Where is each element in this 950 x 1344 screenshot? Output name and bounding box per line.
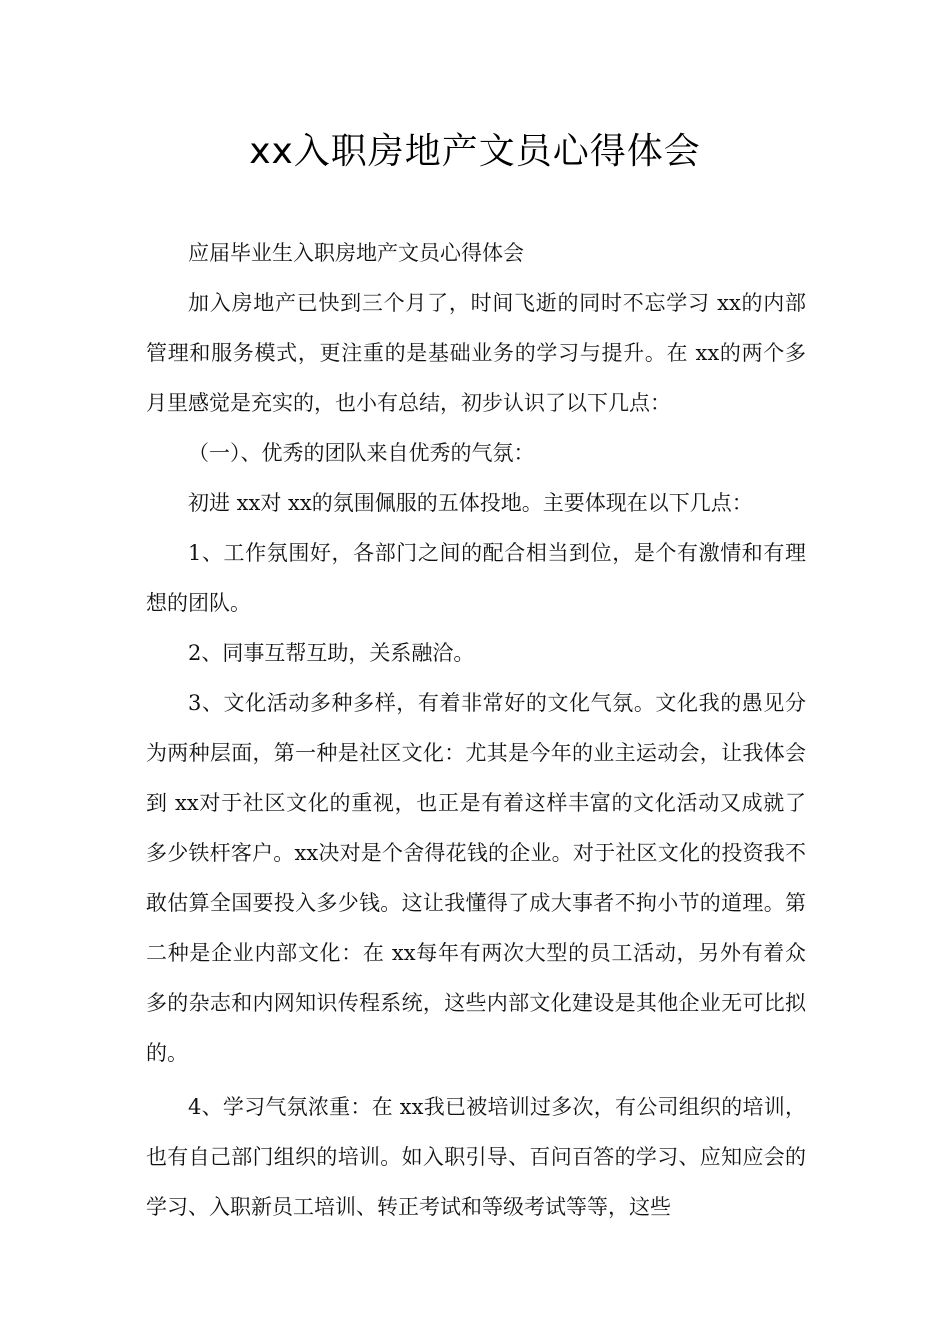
paragraph-point-1: 1、工作氛围好，各部门之间的配合相当到位，是个有激情和有理想的团队。 — [146, 541, 806, 615]
paragraph-section-heading: （一）、优秀的团队来自优秀的气氛： — [188, 441, 535, 465]
document-body — [146, 228, 806, 1232]
paragraph-point-2: 2、同事互帮互助，关系融洽。 — [188, 641, 475, 665]
paragraph-subtitle: 应届毕业生入职房地产文员心得体会 — [188, 241, 524, 265]
paragraph-point-3: 3、文化活动多种多样，有着非常好的文化气氛。文化我的愚见分为两种层面，第一种是社区文化：尤其是今年的业主运动会，让我体会到 xx对于社区文化的重视，也正是有着这样丰富的文化活动又成就了多少铁杆客户。xx决对是个舍得花钱的企业。对于社区文化的投资我不敢估算全国要投入多少钱。这让我懂得了成大事者不拘小节的道理。第二种是企业内部文化：在 xx每年有两次大型的员工活动，另外有着众多的杂志和内网知识传程系统，这些内部文化建设是其他企业无可比拟的。 — [146, 691, 806, 1065]
document-title: xx入职房地产文员心得体会 — [249, 131, 701, 172]
paragraph-intro: 加入房地产已快到三个月了，时间飞逝的同时不忘学习 xx的内部管理和服务模式，更注重的是基础业务的学习与提升。在 xx的两个多月里感觉是充实的，也小有总结，初步认识了以下几点： — [146, 291, 806, 415]
paragraph-point-4: 4、学习气氛浓重：在 xx我已被培训过多次，有公司组织的培训，也有自己部门组织的培训。如入职引导、百问百答的学习、应知应会的学习、入职新员工培训、转正考试和等级考试等等，这些 — [146, 1095, 806, 1219]
paragraph-section-intro: 初进 xx对 xx的氛围佩服的五体投地。主要体现在以下几点： — [188, 491, 753, 515]
